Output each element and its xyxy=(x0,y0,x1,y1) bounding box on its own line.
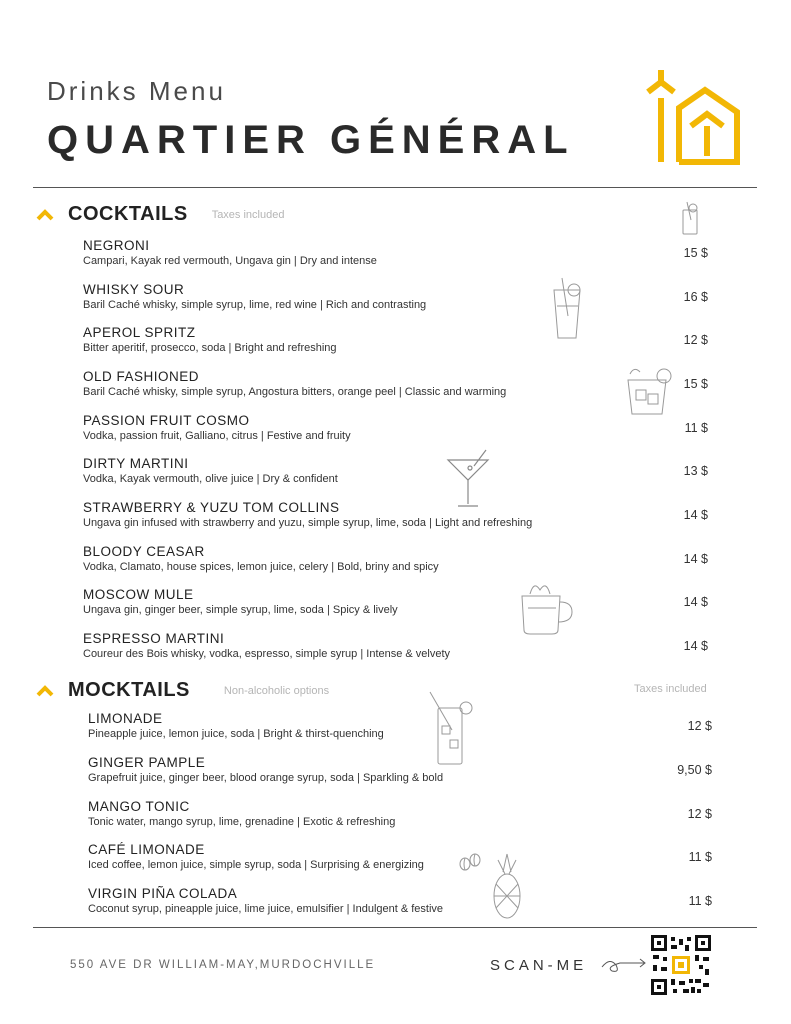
item-price: 12 $ xyxy=(687,719,712,733)
copper-mug-icon xyxy=(516,578,576,636)
list-item xyxy=(83,413,351,442)
item-description: Vodka, passion fruit, Galliano, citrus | Festive and fruity xyxy=(83,430,351,442)
item-description: Iced coffee, lemon juice, simple syrup, soda | Surprising & energizing xyxy=(88,859,424,871)
house-logo-icon xyxy=(645,68,740,165)
item-name: WHISKY SOUR xyxy=(83,282,185,297)
list-item xyxy=(83,325,337,354)
item-name: ESPRESSO MARTINI xyxy=(83,631,225,646)
footer-divider xyxy=(33,927,757,928)
item-name: PASSION FRUIT COSMO xyxy=(83,413,250,428)
list-item xyxy=(83,238,377,267)
list-item xyxy=(88,711,384,740)
item-name: MOSCOW MULE xyxy=(83,587,194,602)
list-item xyxy=(83,631,450,660)
item-name: DIRTY MARTINI xyxy=(83,456,189,471)
list-item xyxy=(83,369,506,398)
martini-glass-icon xyxy=(446,448,490,508)
item-price: 14 $ xyxy=(683,508,708,522)
item-description: Vodka, Kayak vermouth, olive juice | Dry & confident xyxy=(83,473,338,485)
item-price: 14 $ xyxy=(683,552,708,566)
footer-address: 550 AVE DR WILLIAM-MAY,MURDOCHVILLE xyxy=(70,959,376,971)
item-description: Campari, Kayak red vermouth, Ungava gin | Dry and intense xyxy=(83,255,377,267)
item-description: Baril Caché whisky, simple syrup, lime, red wine | Rich and contrasting xyxy=(83,299,427,311)
item-description: Bitter aperitif, prosecco, soda | Bright and refreshing xyxy=(83,342,337,354)
item-name: STRAWBERRY & YUZU TOM COLLINS xyxy=(83,500,340,515)
item-description: Coconut syrup, pineapple juice, lime juice, emulsifier | Indulgent & festive xyxy=(88,903,444,915)
item-price: 11 $ xyxy=(688,894,712,908)
cocktails-section-header xyxy=(36,203,284,226)
cocktail-glass-small-icon xyxy=(679,200,701,236)
item-name: APEROL SPRITZ xyxy=(83,325,196,340)
mocktails-taxes-note: Taxes included xyxy=(634,683,707,695)
list-item xyxy=(83,587,398,616)
list-item xyxy=(88,842,424,871)
item-name: LIMONADE xyxy=(88,711,163,726)
item-price: 13 $ xyxy=(683,464,708,478)
item-description: Ungava gin, ginger beer, simple syrup, lime, soda | Spicy & lively xyxy=(83,604,398,616)
list-item xyxy=(88,799,395,828)
lemonade-glass-icon xyxy=(428,690,474,766)
mocktails-title: MOCKTAILS xyxy=(68,679,190,701)
item-description: Ungava gin infused with strawberry and yuzu, simple syrup, lime, soda | Light and refreshing xyxy=(83,517,533,529)
cocktails-taxes-note: Taxes included xyxy=(211,208,285,221)
item-name: BLOODY CEASAR xyxy=(83,544,205,559)
list-item xyxy=(88,886,443,915)
item-description: Coureur des Bois whisky, vodka, espresso, simple syrup | Intense & velvety xyxy=(83,648,451,660)
item-name: NEGRONI xyxy=(83,238,150,253)
mocktails-nonalcoholic-note: Non-alcoholic options xyxy=(223,684,330,697)
item-price: 12 $ xyxy=(687,807,712,821)
scan-me-label: SCAN-ME xyxy=(490,957,588,974)
item-price: 11 $ xyxy=(688,850,712,864)
item-name: VIRGIN PIÑA COLADA xyxy=(88,886,238,901)
chevron-up-icon xyxy=(36,685,54,697)
item-description: Grapefruit juice, ginger beer, blood orange syrup, soda | Sparkling & bold xyxy=(88,772,444,784)
item-name: MANGO TONIC xyxy=(88,799,190,814)
item-description: Vodka, Clamato, house spices, lemon juice, celery | Bold, briny and spicy xyxy=(83,561,439,573)
mocktails-section-header xyxy=(36,679,329,702)
cocktails-title: COCKTAILS xyxy=(68,203,188,225)
item-price: 15 $ xyxy=(683,246,708,260)
list-item xyxy=(83,456,338,485)
item-price: 14 $ xyxy=(683,595,708,609)
item-price: 14 $ xyxy=(683,639,708,653)
item-description: Tonic water, mango syrup, lime, grenadine | Exotic & refreshing xyxy=(88,816,396,828)
item-price: 15 $ xyxy=(683,377,708,391)
qr-code-icon[interactable] xyxy=(651,935,711,995)
tall-glass-icon xyxy=(548,276,584,340)
item-name: CAFÉ LIMONADE xyxy=(88,842,205,857)
list-item xyxy=(83,544,439,573)
item-price: 9,50 $ xyxy=(677,763,712,777)
item-price: 11 $ xyxy=(684,421,708,435)
item-price: 12 $ xyxy=(683,333,708,347)
menu-subtitle: Drinks Menu xyxy=(47,76,226,106)
old-fashioned-glass-icon xyxy=(624,364,674,416)
list-item xyxy=(88,755,443,784)
item-price: 16 $ xyxy=(683,290,708,304)
arrow-swirl-icon xyxy=(600,955,648,977)
restaurant-title: QUARTIER GÉNÉRAL xyxy=(47,118,575,162)
item-name: GINGER PAMPLE xyxy=(88,755,206,770)
item-name: OLD FASHIONED xyxy=(83,369,200,384)
header-divider xyxy=(33,187,757,188)
coffee-beans-icon xyxy=(458,852,482,872)
pineapple-icon xyxy=(490,852,524,920)
item-description: Pineapple juice, lemon juice, soda | Bright & thirst-quenching xyxy=(88,728,384,740)
list-item xyxy=(83,282,426,311)
chevron-up-icon xyxy=(36,209,54,221)
item-description: Baril Caché whisky, simple syrup, Angostura bitters, orange peel | Classic and warming xyxy=(83,386,507,398)
